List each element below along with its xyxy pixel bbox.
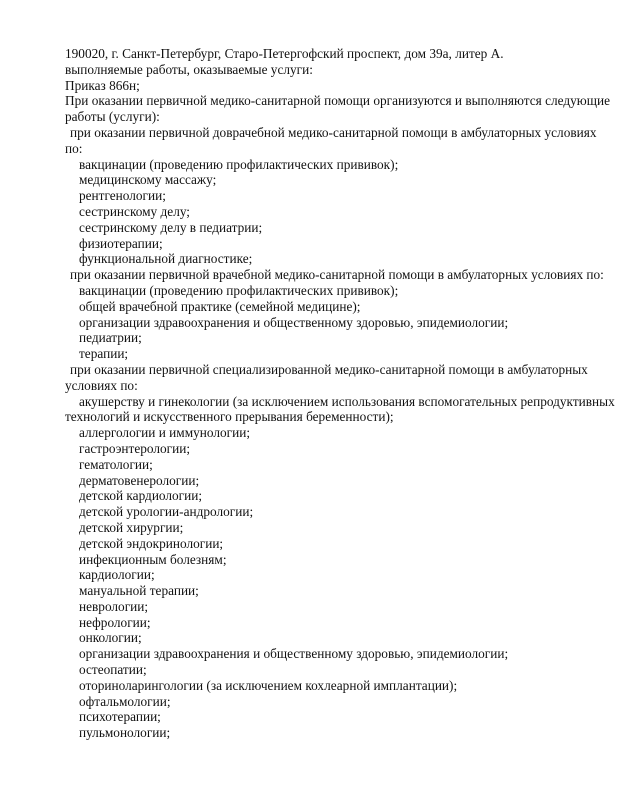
- document-line: мануальной терапии;: [79, 583, 199, 599]
- document-line: детской кардиологии;: [79, 488, 203, 504]
- document-line: аллергологии и иммунологии;: [79, 425, 251, 441]
- document-line: терапии;: [79, 346, 129, 362]
- document-line: детской урологии-андрологии;: [79, 504, 254, 520]
- document-line: психотерапии;: [79, 709, 161, 725]
- document-line: условиях по:: [65, 377, 138, 393]
- document-line: пульмонологии;: [79, 725, 171, 741]
- document-line: 190020, г. Санкт-Петербург, Старо-Петергофский проспект, дом 39а, литер А.: [65, 46, 504, 61]
- document-line: общей врачебной практике (семейной медицине);: [79, 298, 361, 314]
- document-line: вакцинации (проведению профилактических прививок);: [79, 156, 399, 172]
- document-line: выполняемые работы, оказываемые услуги:: [65, 61, 313, 77]
- document-line: кардиологии;: [79, 567, 155, 583]
- document-line: нефрологии;: [79, 614, 151, 630]
- document-line: гастроэнтерологии;: [79, 440, 191, 456]
- document-line: работы (услуги):: [65, 109, 160, 125]
- document-line: медицинскому массажу;: [79, 172, 217, 188]
- document-line: гематологии;: [79, 456, 153, 472]
- document-body: [65, 46, 615, 741]
- document-line: инфекционным болезням;: [79, 551, 227, 567]
- document-line: при оказании первичной доврачебной медико-санитарной помощи в амбулаторных условиях: [70, 124, 597, 140]
- document-line: сестринскому делу в педиатрии;: [79, 219, 263, 235]
- document-line: педиатрии;: [79, 330, 142, 346]
- document-line: при оказании первичной специализированной медико-санитарной помощи в амбулаторных: [70, 361, 588, 377]
- document-line: офтальмологии;: [79, 693, 171, 709]
- document-line: остеопатии;: [79, 662, 147, 678]
- document-line: сестринскому делу;: [79, 203, 190, 219]
- document-line: организации здравоохранения и общественному здоровью, эпидемиологии;: [79, 314, 509, 330]
- document-line: технологий и искусственного прерывания беременности);: [65, 409, 394, 425]
- document-line: рентгенологии;: [79, 188, 166, 204]
- document-line: при оказании первичной врачебной медико-санитарной помощи в амбулаторных условиях по:: [70, 267, 604, 283]
- document-line: физиотерапии;: [79, 235, 163, 251]
- document-line: организации здравоохранения и общественному здоровью, эпидемиологии;: [79, 646, 509, 662]
- document-line: вакцинации (проведению профилактических прививок);: [79, 282, 399, 298]
- document-line: неврологии;: [79, 598, 149, 614]
- document-line: Приказ 866н;: [65, 77, 140, 93]
- document-line: дерматовенерологии;: [79, 472, 200, 488]
- document-line: оториноларингологии (за исключением кохлеарной имплантации);: [79, 677, 458, 693]
- document-line: акушерству и гинекологии (за исключением использования вспомогательных репродуктивных: [79, 393, 615, 409]
- document-line: онкологии;: [79, 630, 142, 646]
- document-line: При оказании первичной медико-санитарной помощи организуются и выполняются следующие: [65, 93, 610, 109]
- document-line: по:: [65, 140, 83, 156]
- document-line: детской хирургии;: [79, 519, 184, 535]
- document-line: функциональной диагностике;: [79, 251, 253, 267]
- document-line: детской эндокринологии;: [79, 535, 224, 551]
